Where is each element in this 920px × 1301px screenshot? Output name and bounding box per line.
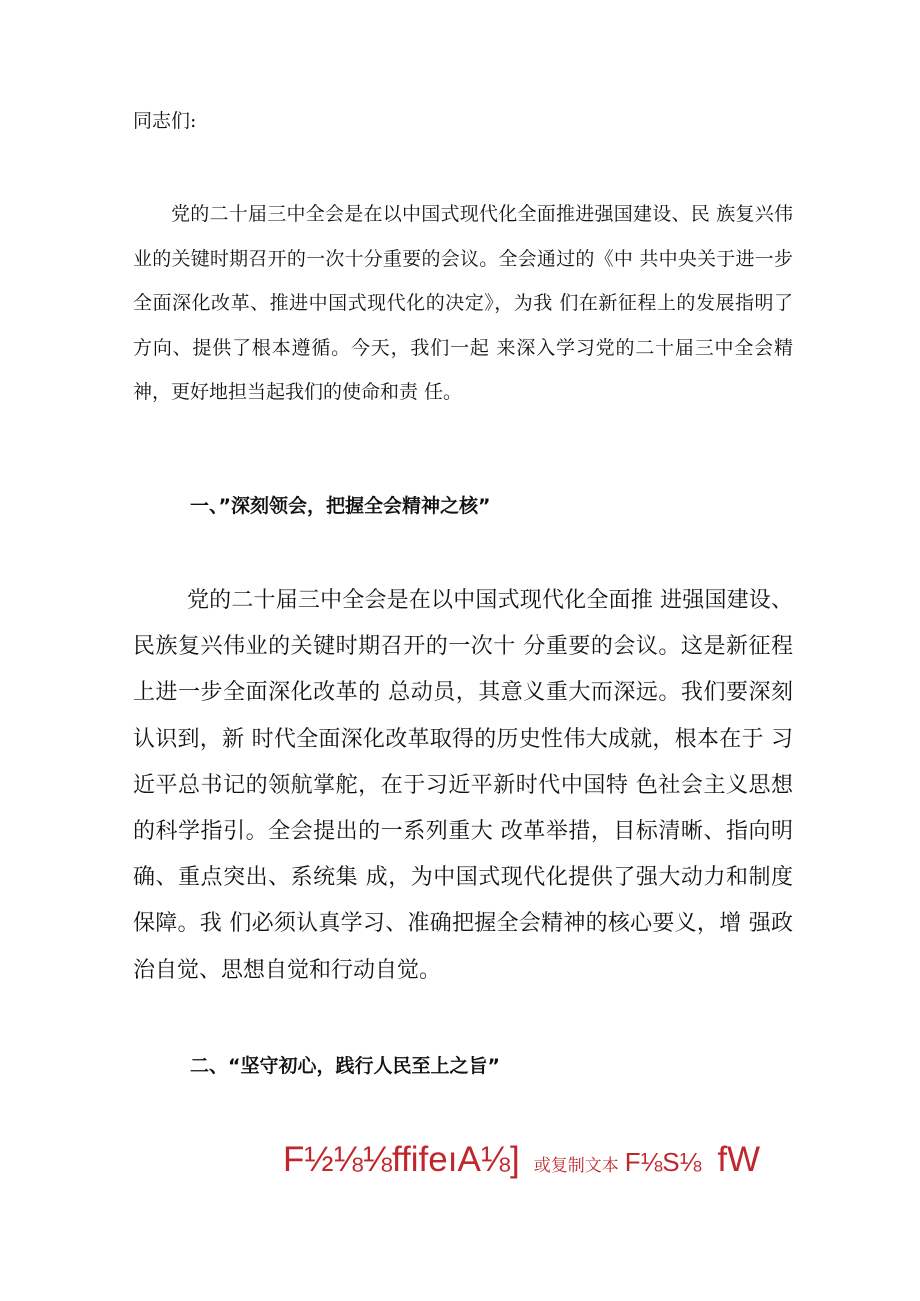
garbled-text-3: fW <box>717 1140 761 1179</box>
paragraph-section-1: 党的二十届三中全会是在以中国式现代化全面推 进强国建设、民族复兴伟业的关键时期召开的一次十 分重要的会议。这是新征程上进一步全面深化改革的 总动员，其意义重大而深远。我们要深刻认识到，新 时代全面深化改革取得的历史性伟大成就，根本在于 习近平总书记的领航掌舵，在于习近平新时代中国特 色社会主义思想的科学指引。全会提出的一系列重大 改革举措，目标清晰、指向明确、重点突出、系统集 成，为中国式现代化提供了强大动力和制度保障。我 们必须认真学习、准确把握全会精神的核心要义，增 强政治自觉、思想自觉和行动自觉。 <box>133 588 793 983</box>
copy-text-link[interactable]: 或复制文本 <box>533 1156 619 1176</box>
section-heading-2: 二、“坚守初心，践行人民至上之旨” <box>190 1055 500 1077</box>
greeting: 同志们: <box>133 110 197 132</box>
section-heading-1: 一、”深刻领会，把握全会精神之核” <box>190 495 491 517</box>
copy-text-banner[interactable] <box>283 1140 760 1190</box>
paragraph-intro: 党的二十届三中全会是在以中国式现代化全面推进强国建设、民 族复兴伟业的关键时期召开的一次十分重要的会议。全会通过的《中 共中央关于进一步全面深化改革、推进中国式现代化的决定》，为我 们在新征程上的发展指明了方向、提供了根本遵循。今天，我们一起 来深入学习党的二十届三中全会精神，更好地担当起我们的使命和责 任。 <box>133 203 793 403</box>
garbled-text-1: F½⅛⅛ffifeıA⅛] <box>283 1140 520 1179</box>
garbled-text-2: F⅛S⅛ <box>624 1147 702 1177</box>
